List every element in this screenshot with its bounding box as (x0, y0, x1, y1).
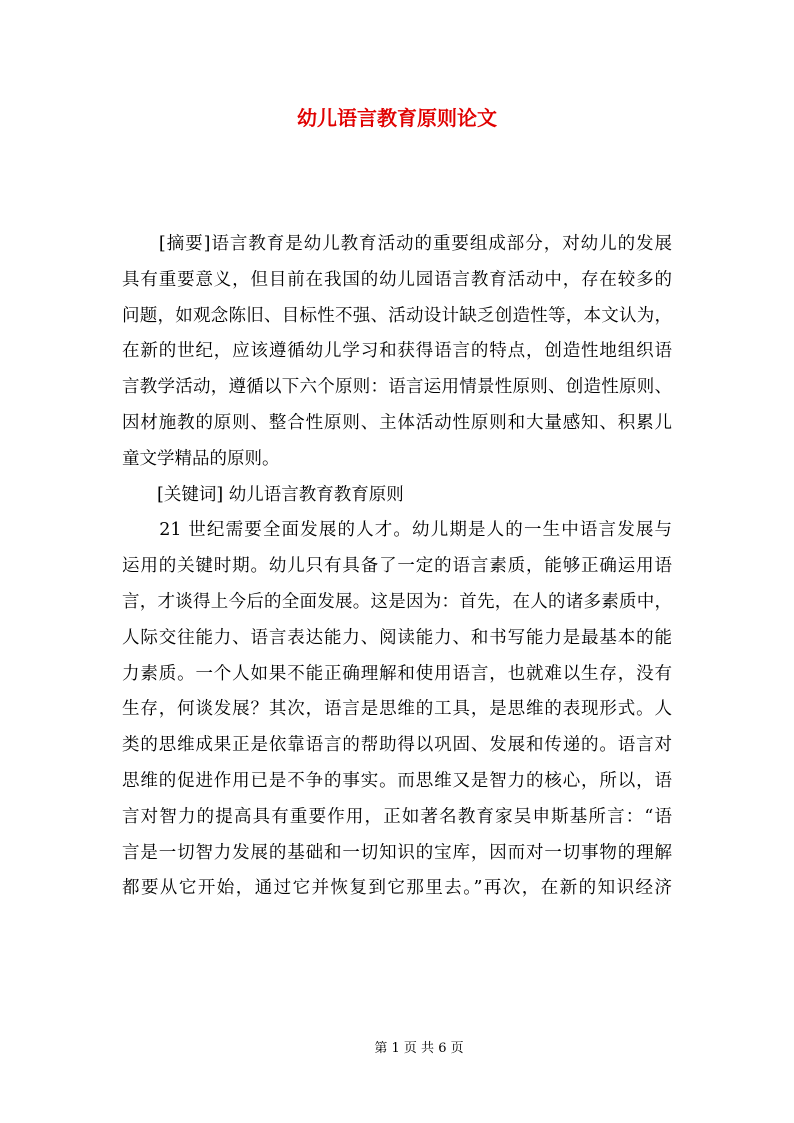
body-line: 言对智力的提高具有重要作用，正如著名教育家吴申斯基所言：“语 (122, 806, 672, 827)
body-line: 思维的促进作用已是不争的事实。而思维又是智力的核心，所以，语 (122, 771, 672, 791)
body-line: 生存，何谈发展？其次，语言是思维的工具，是思维的表现形式。人 (122, 699, 672, 720)
body-line: 言教学活动，遵循以下六个原则：语言运用情景性原则、创造性原则、 (122, 377, 672, 398)
body-line: 童文学精品的原则。 (122, 448, 280, 469)
body-line: 运用的关键时期。幼儿只有具备了一定的语言素质，能够正确运用语 (122, 556, 672, 577)
body-line: 问题，如观念陈旧、目标性不强、活动设计缺乏创造性等，本文认为， (122, 305, 672, 326)
body-line: 都要从它开始，通过它并恢复到它那里去。”再次，在新的知识经济 (122, 878, 672, 899)
body-line: 言是一切智力发展的基础和一切知识的宝库，因而对一切事物的理解 (122, 842, 672, 863)
body-line: 在新的世纪，应该遵循幼儿学习和获得语言的特点，创造性地组织语 (122, 341, 672, 362)
body-line: 因材施教的原则、整合性原则、主体活动性原则和大量感知、积累儿 (122, 413, 672, 433)
body-line: 人际交往能力、语言表达能力、阅读能力、和书写能力是最基本的能 (122, 627, 672, 648)
body-line: 类的思维成果正是依靠语言的帮助得以巩固、发展和传递的。语言对 (122, 735, 672, 756)
body-line: [关键词] 幼儿语言教育教育原则 (122, 484, 404, 505)
document-title: 幼儿语言教育原则论文 (297, 106, 497, 130)
body-line: 力素质。一个人如果不能正确理解和使用语言，也就难以生存，没有 (122, 663, 672, 684)
page-footer: 第 1 页 共 6 页 (374, 1041, 464, 1056)
body-line: 具有重要意义，但目前在我国的幼儿园语言教育活动中，存在较多的 (122, 269, 672, 290)
body-line: 21 世纪需要全面发展的人才。幼儿期是人的一生中语言发展与 (122, 520, 672, 541)
body-line: [摘要]语言教育是幼儿教育活动的重要组成部分，对幼儿的发展 (122, 234, 672, 254)
body-line: 言，才谈得上今后的全面发展。这是因为：首先，在人的诸多素质中， (122, 592, 672, 612)
